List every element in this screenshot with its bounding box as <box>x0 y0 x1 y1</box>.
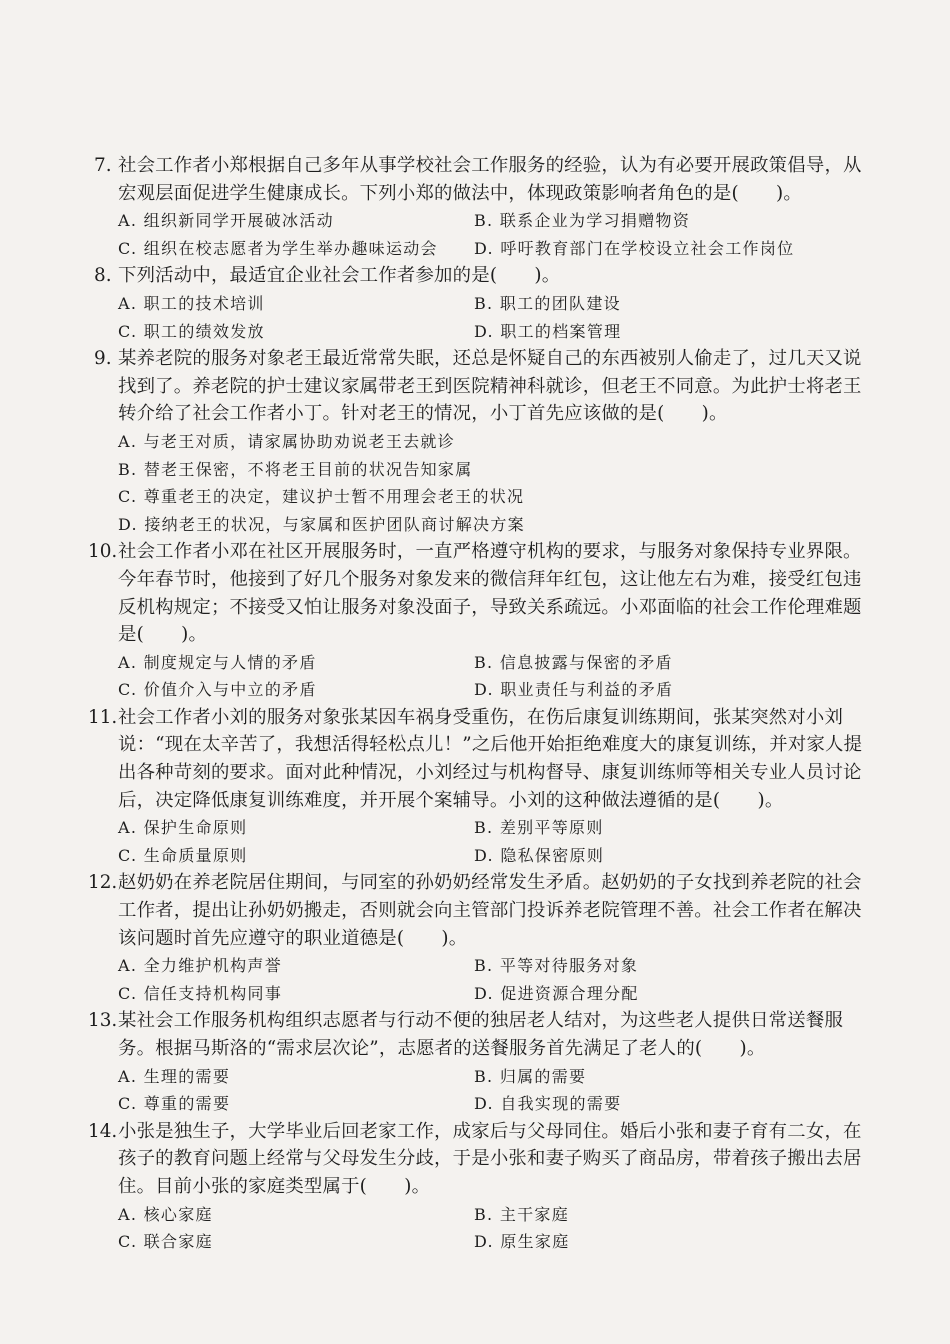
question-number: 7. <box>94 155 112 176</box>
question-14 <box>88 1118 878 1256</box>
option-c: C. 生命质量原则 <box>118 845 248 865</box>
option-c: C. 联合家庭 <box>118 1232 213 1252</box>
option-b: B. 信息披露与保密的矛盾 <box>474 652 673 672</box>
option-d: D. 促进资源合理分配 <box>474 983 639 1003</box>
option-d: D. 呼吁教育部门在学校设立社会工作岗位 <box>474 238 795 258</box>
question-stem <box>88 869 878 952</box>
option-c: C. 尊重老王的决定，建议护士暂不用理会老王的状况 <box>118 487 525 507</box>
question-8 <box>88 262 878 345</box>
option-a: A. 制度规定与人情的矛盾 <box>118 652 317 672</box>
question-number: 8. <box>94 265 112 287</box>
option-a: A. 与老王对质，请家属协助劝说老王去就诊 <box>118 431 456 451</box>
option-a: A. 组织新同学开展破冰活动 <box>118 211 334 231</box>
option-list <box>88 1063 878 1118</box>
question-text: 社会工作者小刘的服务对象张某因车祸身受重伤，在伤后康复训练期间，张某突然对小刘说：“现在太辛苦了，我想活得轻松点儿！”之后他开始拒绝难度大的康复训练，并对家人提出各种苛刻的要求。面对此种情况，小刘经过与机构督导、康复训练师等相关专业人员讨论后，决定降低康复训练难度，并开展个案辅导。小刘的这种做法遵循的是( )。 <box>118 706 863 811</box>
option-a: A. 保护生命原则 <box>118 818 248 838</box>
question-stem <box>88 262 878 290</box>
option-c: C. 职工的绩效发放 <box>118 321 265 341</box>
option-a: A. 职工的技术培训 <box>118 293 265 313</box>
option-list <box>88 207 878 262</box>
option-d: D. 原生家庭 <box>474 1232 570 1252</box>
question-stem <box>88 345 878 428</box>
question-9 <box>88 345 878 538</box>
option-c: C. 价值介入与中立的矛盾 <box>118 680 317 700</box>
option-c: C. 尊重的需要 <box>118 1094 231 1114</box>
option-list <box>88 1201 878 1256</box>
option-list <box>88 290 878 345</box>
option-d: D. 职业责任与利益的矛盾 <box>474 680 674 700</box>
option-b: B. 差别平等原则 <box>474 818 604 838</box>
option-b: B. 主干家庭 <box>474 1204 570 1224</box>
question-list <box>88 152 878 1256</box>
question-text: 小张是独生子，大学毕业后回老家工作，成家后与父母同住。婚后小张和妻子育有二女，在孩子的教育问题上经常与父母发生分歧，于是小张和妻子购买了商品房，带着孩子搬出去居住。目前小张的家庭类型属于( )。 <box>118 1120 862 1197</box>
question-text: 下列活动中，最适宜企业社会工作者参加的是( )。 <box>118 265 561 287</box>
question-number: 10. <box>88 541 118 563</box>
option-list <box>88 814 878 869</box>
option-b: B. 归属的需要 <box>474 1066 587 1086</box>
option-list <box>88 649 878 704</box>
question-text: 社会工作者小郑根据自己多年从事学校社会工作服务的经验，认为有必要开展政策倡导，从宏观层面促进学生健康成长。下列小郑的做法中，体现政策影响者角色的是( )。 <box>118 155 862 204</box>
option-a: A. 全力维护机构声誉 <box>118 956 283 976</box>
question-10 <box>88 538 878 704</box>
option-list <box>88 428 878 538</box>
option-a: A. 核心家庭 <box>118 1204 213 1224</box>
question-text: 社会工作者小邓在社区开展服务时，一直严格遵守机构的要求，与服务对象保持专业界限。今年春节时，他接到了好几个服务对象发来的微信拜年红包，这让他左右为难，接受红包违反机构规定；不接受又怕让服务对象没面子，导致关系疏远。小邓面临的社会工作伦理难题是( )。 <box>118 541 862 646</box>
option-d: D. 自我实现的需要 <box>474 1094 622 1114</box>
question-number: 14. <box>88 1120 118 1142</box>
option-b: B. 联系企业为学习捐赠物资 <box>474 211 691 231</box>
question-7 <box>88 152 878 262</box>
question-stem <box>88 704 878 814</box>
question-text: 某社会工作服务机构组织志愿者与行动不便的独居老人结对，为这些老人提供日常送餐服务。根据马斯洛的“需求层次论”，志愿者的送餐服务首先满足了老人的( )。 <box>118 1010 844 1059</box>
option-c: C. 信任支持机构同事 <box>118 983 283 1003</box>
question-stem <box>88 538 878 648</box>
option-a: A. 生理的需要 <box>118 1066 231 1086</box>
question-stem <box>88 152 878 207</box>
question-12 <box>88 869 878 1007</box>
question-11 <box>88 704 878 870</box>
question-number: 12. <box>88 872 118 894</box>
question-number: 13. <box>88 1010 118 1032</box>
option-d: D. 隐私保密原则 <box>474 845 605 865</box>
question-number: 9. <box>94 348 112 370</box>
option-b: B. 替老王保密，不将老王目前的状况告知家属 <box>118 459 473 479</box>
option-list <box>88 952 878 1007</box>
option-c: C. 组织在校志愿者为学生举办趣味运动会 <box>118 238 438 258</box>
question-stem <box>88 1118 878 1201</box>
option-b: B. 职工的团队建设 <box>474 293 621 313</box>
question-text: 某养老院的服务对象老王最近常常失眠，还总是怀疑自己的东西被别人偷走了，过几天又说找到了。养老院的护士建议家属带老王到医院精神科就诊，但老王不同意。为此护士将老王转介给了社会工作者小丁。针对老王的情况，小丁首先应该做的是( )。 <box>118 348 862 425</box>
question-text: 赵奶奶在养老院居住期间，与同室的孙奶奶经常发生矛盾。赵奶奶的子女找到养老院的社会工作者，提出让孙奶奶搬走，否则就会向主管部门投诉养老院管理不善。社会工作者在解决该问题时首先应遵守的职业道德是( )。 <box>118 872 862 949</box>
option-d: D. 接纳老王的状况，与家属和医护团队商讨解决方案 <box>118 514 525 534</box>
question-stem <box>88 1007 878 1062</box>
option-d: D. 职工的档案管理 <box>474 321 622 341</box>
question-number: 11. <box>88 706 118 728</box>
question-13 <box>88 1007 878 1117</box>
option-b: B. 平等对待服务对象 <box>474 956 639 976</box>
